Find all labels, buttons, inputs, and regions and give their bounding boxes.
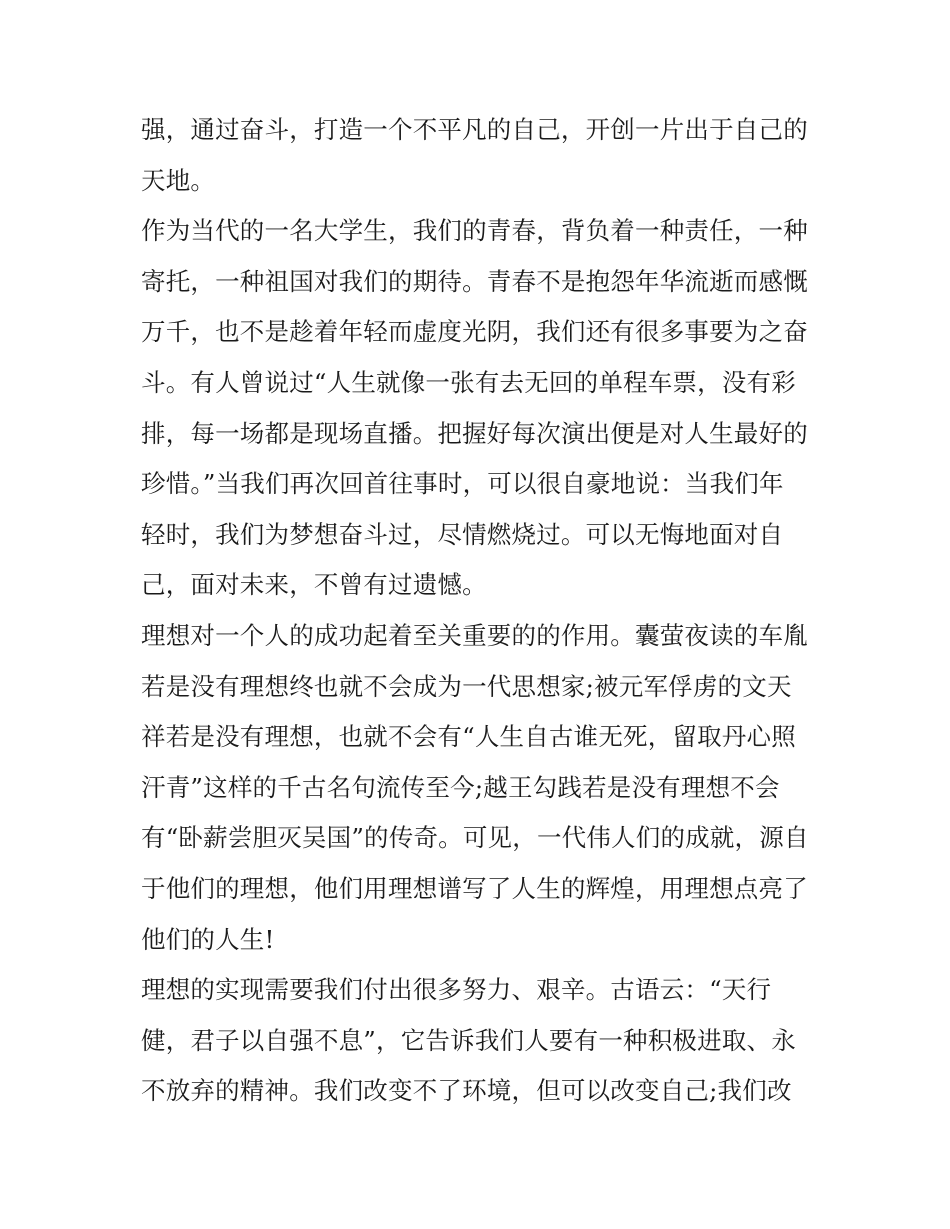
- text-line: 他们的人生!: [141, 924, 275, 954]
- text-line: 珍惜。”当我们再次回首往事时，可以很自豪地说：当我们年: [141, 469, 784, 499]
- text-line: 斗。有人曾说过“人生就像一张有去无回的单程车票，没有彩: [141, 367, 796, 397]
- text-line: 祥若是没有理想，也就不会有“人生自古谁无死，留取丹心照: [141, 722, 796, 752]
- text-line: 若是没有理想终也就不会成为一代思想家;被元军俘虏的文天: [141, 671, 792, 701]
- text-line: 于他们的理想，他们用理想谱写了人生的辉煌，用理想点亮了: [141, 873, 808, 903]
- text-line: 理想的实现需要我们付出很多努力、艰辛。古语云：“天行: [141, 975, 772, 1005]
- text-line: 万千，也不是趁着年轻而虚度光阴，我们还有很多事要为之奋: [141, 317, 808, 347]
- text-line: 有“卧薪尝胆灭吴国”的传奇。可见，一代伟人们的成就，源自: [141, 823, 809, 853]
- text-line: 天地。: [141, 165, 216, 195]
- text-line: 强，通过奋斗，打造一个不平凡的自己，开创一片出于自己的: [141, 115, 808, 144]
- text-line: 排，每一场都是现场直播。把握好每次演出便是对人生最好的: [141, 418, 808, 448]
- text-line: 寄托，一种祖国对我们的期待。青春不是抱怨年华流逝而感慨: [141, 266, 808, 296]
- text-line: 健，君子以自强不息”，它告诉我们人要有一种积极进取、永: [141, 1025, 796, 1055]
- text-line: 理想对一个人的成功起着至关重要的的作用。囊萤夜读的车胤: [141, 620, 808, 650]
- text-line: 己，面对未来，不曾有过遗憾。: [141, 570, 487, 600]
- text-line: 作为当代的一名大学生，我们的青春，背负着一种责任，一种: [141, 216, 808, 246]
- text-line: 轻时，我们为梦想奋斗过，尽情燃烧过。可以无悔地面对自: [141, 519, 784, 549]
- text-line: 汗青”这样的千古名句流传至今;越王勾践若是没有理想不会: [141, 772, 780, 802]
- body-text: [141, 105, 821, 1117]
- text-line: 不放弃的精神。我们改变不了环境，但可以改变自己;我们改: [141, 1076, 792, 1106]
